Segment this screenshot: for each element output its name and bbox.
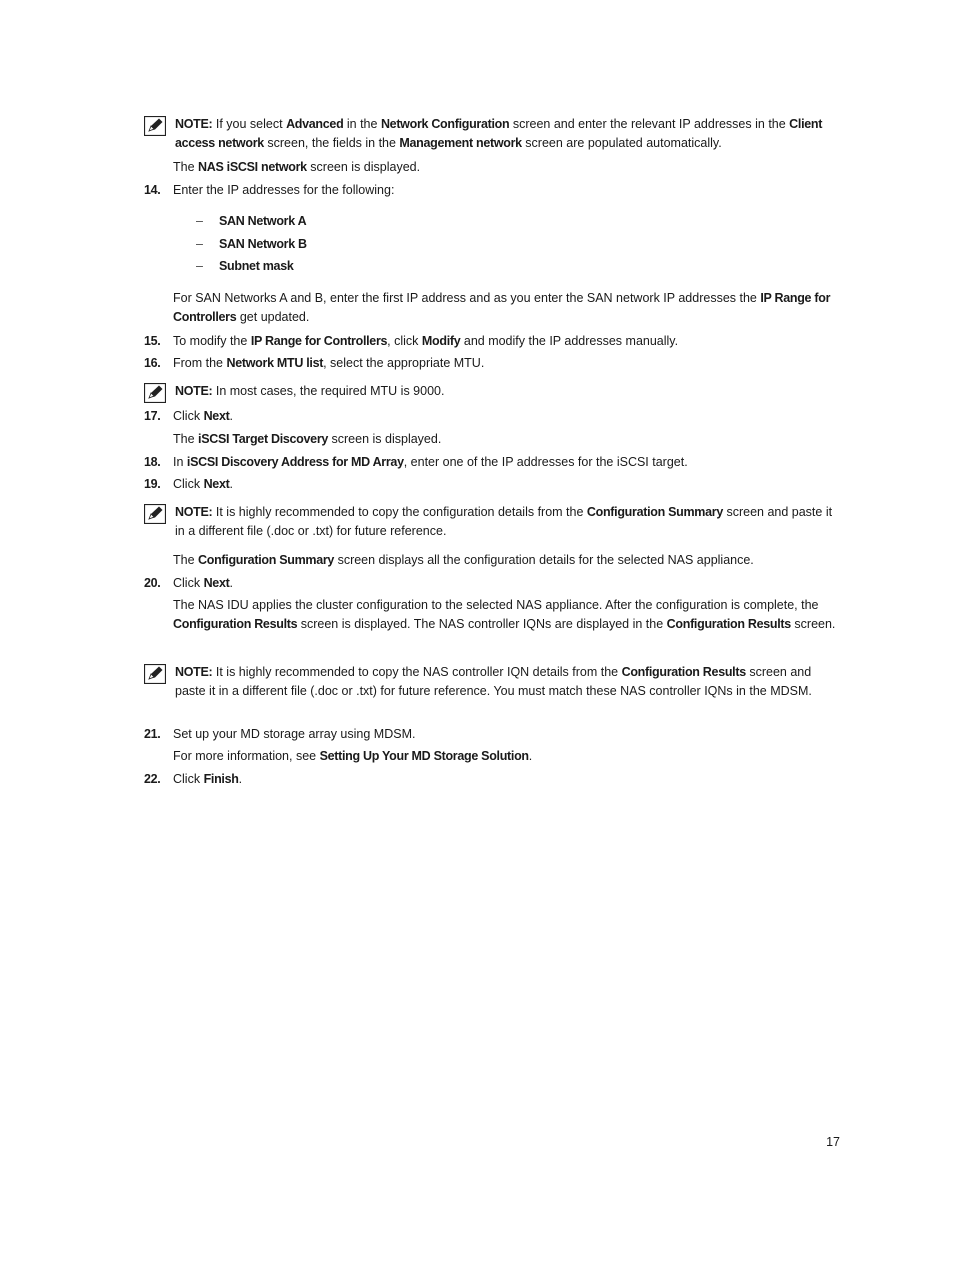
step-17-number: 17. [144, 409, 161, 423]
step-16-text: From the Network MTU list, select the appropriate MTU. [173, 356, 485, 370]
step-19-number: 19. [144, 477, 161, 491]
note-config-results: NOTE: It is highly recommended to copy the NAS controller IQN details from the Configuration Results screen and paste it in a different file (.doc or .txt) for future reference. You must match these NAS controller IQNs in the MDSM. [175, 665, 812, 698]
note-pencil-icon [144, 664, 166, 684]
step-19-text: Click Next. [173, 477, 233, 491]
page-number: 17 [826, 1135, 840, 1149]
dash: – [196, 237, 203, 251]
configuration-summary-text: The Configuration Summary screen displays all the configuration details for the selected NAS appliance. [173, 553, 754, 567]
setting-up-link[interactable]: Setting Up Your MD Storage Solution [319, 749, 529, 763]
bullet-san-network-b: SAN Network B [219, 237, 307, 251]
note-advanced: NOTE: If you select Advanced in the Network Configuration screen and enter the relevant IP addresses in the Client access network screen, the fields in the Management network screen are populated automatically. [175, 117, 823, 150]
nas-idu-paragraph: The NAS IDU applies the cluster configuration to the selected NAS appliance. After the configuration is complete, the Configuration Results screen is displayed. The NAS controller IQNs are displayed in the Configuration Results screen. [173, 598, 836, 631]
bullet-subnet-mask: Subnet mask [219, 259, 294, 273]
dash: – [196, 214, 203, 228]
step-14-number: 14. [144, 183, 161, 197]
more-information-text: For more information, see Setting Up Your MD Storage Solution. [173, 749, 533, 763]
step-17-text: Click Next. [173, 409, 233, 423]
step-22-number: 22. [144, 772, 161, 786]
note-mtu: NOTE: In most cases, the required MTU is 9000. [175, 384, 445, 398]
san-networks-paragraph: For SAN Networks A and B, enter the first IP address and as you enter the SAN network IP addresses the IP Range for Controllers get updated. [173, 291, 831, 324]
step-21-text: Set up your MD storage array using MDSM. [173, 727, 416, 741]
note-config-summary: NOTE: It is highly recommended to copy the configuration details from the Configuration Summary screen and paste it in a different file (.doc or .txt) for future reference. [175, 505, 833, 538]
note-pencil-icon [144, 383, 166, 403]
step-14-text: Enter the IP addresses for the following: [173, 183, 395, 197]
note-pencil-icon [144, 116, 166, 136]
bullet-san-network-a: SAN Network A [219, 214, 307, 228]
step-21-number: 21. [144, 727, 161, 741]
step-16-number: 16. [144, 356, 161, 370]
note-pencil-icon [144, 504, 166, 524]
step-22-text: Click Finish. [173, 772, 243, 786]
step-18-number: 18. [144, 455, 161, 469]
step-20-text: Click Next. [173, 576, 233, 590]
iscsi-target-discovery-text: The iSCSI Target Discovery screen is displayed. [173, 432, 442, 446]
step-15-number: 15. [144, 334, 161, 348]
dash: – [196, 259, 203, 273]
nas-iscsi-network-text: The NAS iSCSI network screen is displayed. [173, 160, 421, 174]
step-20-number: 20. [144, 576, 161, 590]
step-15-text: To modify the IP Range for Controllers, click Modify and modify the IP addresses manually. [173, 334, 679, 348]
step-18-text: In iSCSI Discovery Address for MD Array, enter one of the IP addresses for the iSCSI target. [173, 455, 688, 469]
